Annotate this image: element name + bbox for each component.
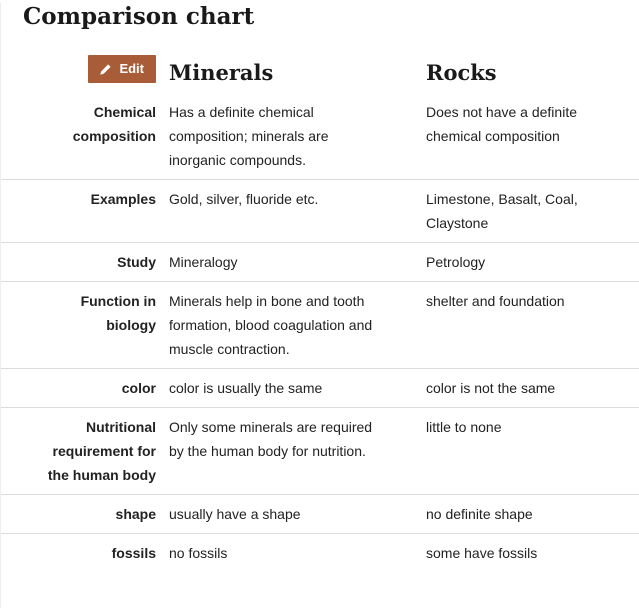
table-row-shape (1, 494, 639, 533)
row-label: shape (115, 506, 156, 522)
page-title: Comparison chart (23, 3, 255, 30)
rocks-cell: little to none (426, 419, 502, 435)
row-label: Study (117, 254, 156, 270)
row-label: fossils (111, 545, 156, 561)
edit-button[interactable] (88, 55, 156, 83)
table-row-study (1, 242, 639, 281)
table-row-function-in-biology (1, 281, 639, 368)
minerals-cell: Minerals help in bone and tooth formation, blood coagulation and muscle contraction. (169, 293, 373, 357)
minerals-cell: Has a definite chemical composition; minerals are inorganic compounds. (169, 104, 329, 168)
minerals-cell: color is usually the same (169, 380, 323, 396)
rocks-cell: Does not have a definite chemical composition (426, 104, 577, 144)
comparison-table (1, 55, 639, 572)
edit-button-label: Edit (119, 61, 144, 76)
minerals-cell: Only some minerals are required by the human body for nutrition. (169, 419, 373, 459)
table-row-chemical-composition (1, 93, 639, 179)
table-row-nutritional-requirement (1, 407, 639, 494)
row-label: Chemical composition (72, 104, 156, 144)
minerals-cell: Gold, silver, fluoride etc. (169, 191, 319, 207)
rocks-cell: shelter and foundation (426, 293, 565, 309)
row-label: color (121, 380, 156, 396)
table-row-fossils (1, 533, 639, 572)
rocks-cell: Petrology (426, 254, 486, 270)
comparison-chart-page (1, 2, 639, 572)
rocks-cell: some have fossils (426, 545, 538, 561)
rocks-cell: color is not the same (426, 380, 556, 396)
row-label: Examples (90, 191, 156, 207)
table-header-row (1, 55, 639, 93)
row-label: Nutritional requirement for the human body (47, 419, 156, 483)
row-label: Function in biology (80, 293, 156, 333)
minerals-cell: no fossils (169, 545, 228, 561)
table-row-examples (1, 179, 639, 242)
column-header-minerals: Minerals (169, 60, 274, 85)
minerals-cell: usually have a shape (169, 506, 301, 522)
edit-button-wrap (1, 55, 156, 86)
table-row-color (1, 368, 639, 407)
column-header-rocks: Rocks (426, 60, 497, 85)
minerals-cell: Mineralogy (169, 254, 238, 270)
pencil-icon (99, 63, 112, 76)
rocks-cell: Limestone, Basalt, Coal, Claystone (426, 191, 578, 231)
rocks-cell: no definite shape (426, 506, 533, 522)
